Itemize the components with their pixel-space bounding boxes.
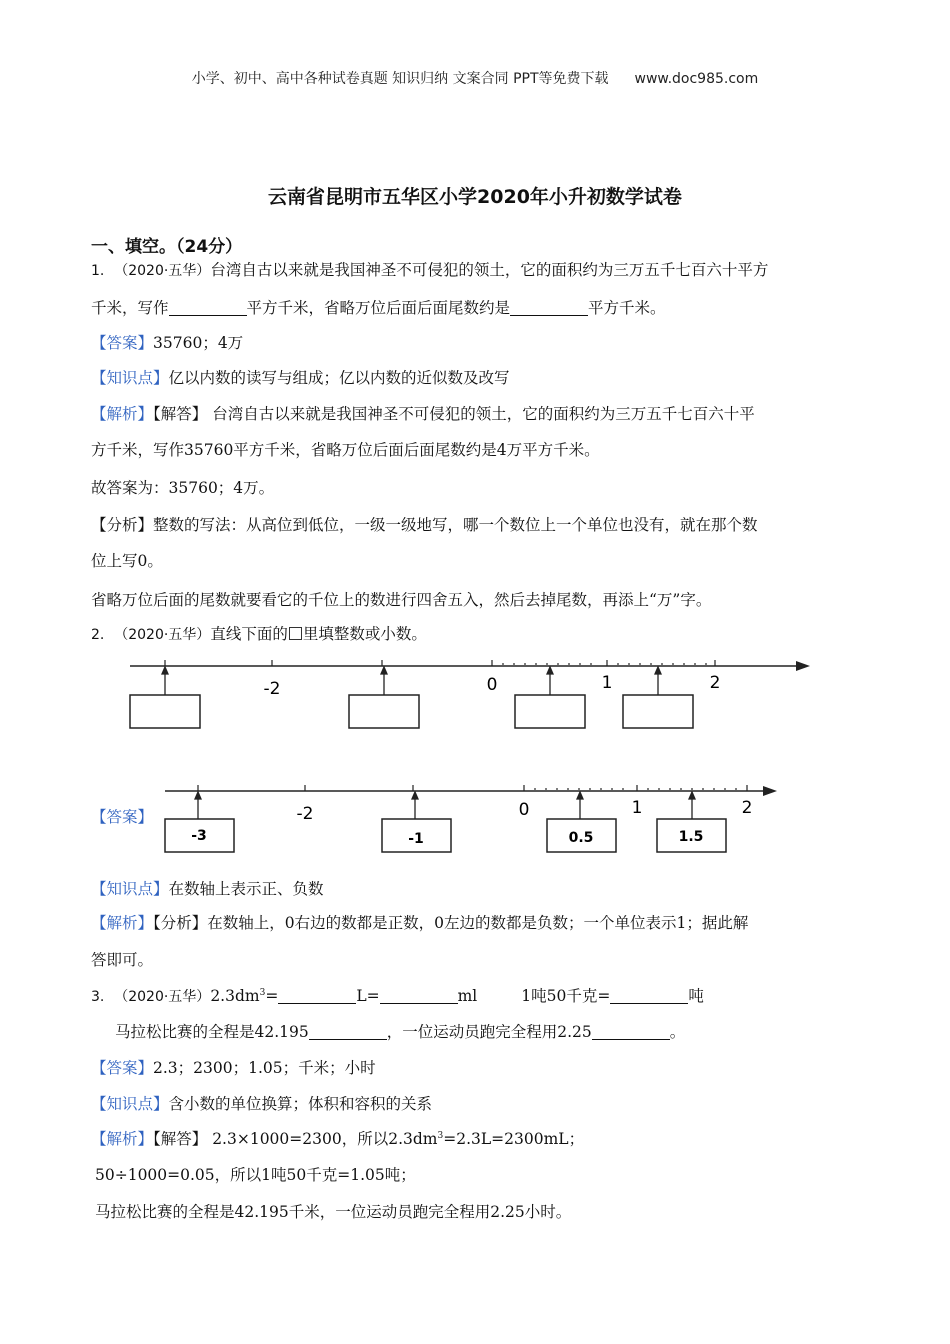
header-site[interactable]: www.doc985.com bbox=[634, 71, 759, 87]
q3-line2: 马拉松比赛的全程是42.195 ，一位运动员跑完全程用2.25 。 bbox=[115, 1023, 686, 1041]
q1-knowledge: 【知识点】亿以内数的读写与组成；亿以内数的近似数及改写 bbox=[91, 369, 510, 387]
q2-analysis-1: 【解析】【分析】在数轴上，0右边的数都是正数，0左边的数都是负数；一个单位表示1；据此解 bbox=[91, 914, 749, 932]
q3-answer: 【答案】2.3；2300；1.05；千米；小时 bbox=[91, 1059, 376, 1077]
q2-analysis-2: 答即可。 bbox=[91, 951, 154, 969]
q3-blank-4[interactable] bbox=[309, 1024, 387, 1041]
q1-analysis-3: 故答案为：35760；4万。 bbox=[91, 479, 275, 497]
answer-value-1: -3 bbox=[191, 828, 207, 844]
q1-blank-1[interactable] bbox=[169, 300, 247, 317]
answer-axis-label-0: 0 bbox=[518, 800, 530, 820]
page-title: 云南省昆明市五华区小学2020年小升初数学试卷 bbox=[268, 186, 682, 208]
q1-analysis-1: 【解析】【解答】 台湾自古以来就是我国神圣不可侵犯的领土，它的面积约为三万五千七百六十平 bbox=[91, 405, 755, 423]
q2-knowledge: 【知识点】在数轴上表示正、负数 bbox=[91, 880, 324, 898]
q3-blank-3[interactable] bbox=[610, 988, 688, 1005]
axis-label-neg2: -2 bbox=[263, 679, 281, 699]
q3-blank-1[interactable] bbox=[278, 988, 356, 1005]
q1-analysis-2: 方千米，写作35760平方千米，省略万位后面后面尾数约是4万平方千米。 bbox=[91, 441, 600, 459]
number-box-1[interactable] bbox=[130, 695, 200, 728]
axis-label-2: 2 bbox=[709, 673, 721, 693]
q1-analysis-6: 省略万位后面的尾数就要看它的千位上的数进行四舍五入，然后去掉尾数，再添上“万”字。 bbox=[91, 591, 712, 609]
axis-label-1: 1 bbox=[601, 673, 613, 693]
q3-analysis-3: 马拉松比赛的全程是42.195千米，一位运动员跑完全程用2.25小时。 bbox=[95, 1203, 572, 1221]
q1-analysis-5: 位上写0。 bbox=[91, 552, 163, 570]
q1-analysis-4: 【分析】整数的写法：从高位到低位，一级一级地写，哪一个数位上一个单位也没有，就在那个数 bbox=[91, 516, 758, 534]
q2-line1: 2. （2020·五华）直线下面的 里填整数或小数。 bbox=[91, 625, 427, 643]
q3-blank-5[interactable] bbox=[592, 1024, 670, 1041]
number-box-4[interactable] bbox=[623, 695, 693, 728]
header-text: 小学、初中、高中各种试卷真题 知识归纳 文案合同 PPT等免费下载 bbox=[191, 71, 609, 87]
q3-analysis-1: 【解析】【解答】 2.3×1000=2300，所以$2.3dm^3=2.3L=2300mL$； bbox=[91, 1130, 585, 1148]
number-line-question bbox=[120, 650, 820, 740]
answer-axis-label-2: 2 bbox=[741, 798, 753, 818]
q1-answer: 【答案】35760；4万 bbox=[91, 334, 244, 352]
answer-value-3: 0.5 bbox=[568, 830, 594, 846]
square-box-icon bbox=[289, 627, 302, 640]
q3-blank-2[interactable] bbox=[380, 988, 458, 1005]
number-box-3[interactable] bbox=[515, 695, 585, 728]
number-line-answer bbox=[155, 775, 795, 865]
q1-blank-2[interactable] bbox=[510, 300, 588, 317]
answer-value-2: -1 bbox=[408, 831, 424, 847]
q3-knowledge: 【知识点】含小数的单位换算；体积和容积的关系 bbox=[91, 1095, 433, 1113]
answer-axis-label-neg2: -2 bbox=[296, 804, 314, 824]
axis-label-0: 0 bbox=[486, 675, 498, 695]
q1-line1: 1. （2020·五华）台湾自古以来就是我国神圣不可侵犯的领土，它的面积约为三万五千七百六十平方 bbox=[91, 261, 769, 279]
answer-axis-label-1: 1 bbox=[631, 798, 643, 818]
q3-analysis-2: 50÷1000=0.05，所以1吨50千克=1.05吨； bbox=[95, 1166, 416, 1184]
section-heading: 一、填空。（24分） bbox=[91, 237, 243, 257]
answer-value-4: 1.5 bbox=[678, 829, 704, 845]
q3-line1: 3. （2020·五华）$2.3dm^3= L=$ ml 1吨50千克= 吨 bbox=[91, 987, 704, 1005]
q1-line2: 千米，写作 平方千米，省略万位后面后面尾数约是 平方千米。 bbox=[91, 299, 666, 317]
q2-answer-tag: 【答案】 bbox=[91, 808, 154, 826]
page-header bbox=[0, 68, 950, 88]
number-box-2[interactable] bbox=[349, 695, 419, 728]
